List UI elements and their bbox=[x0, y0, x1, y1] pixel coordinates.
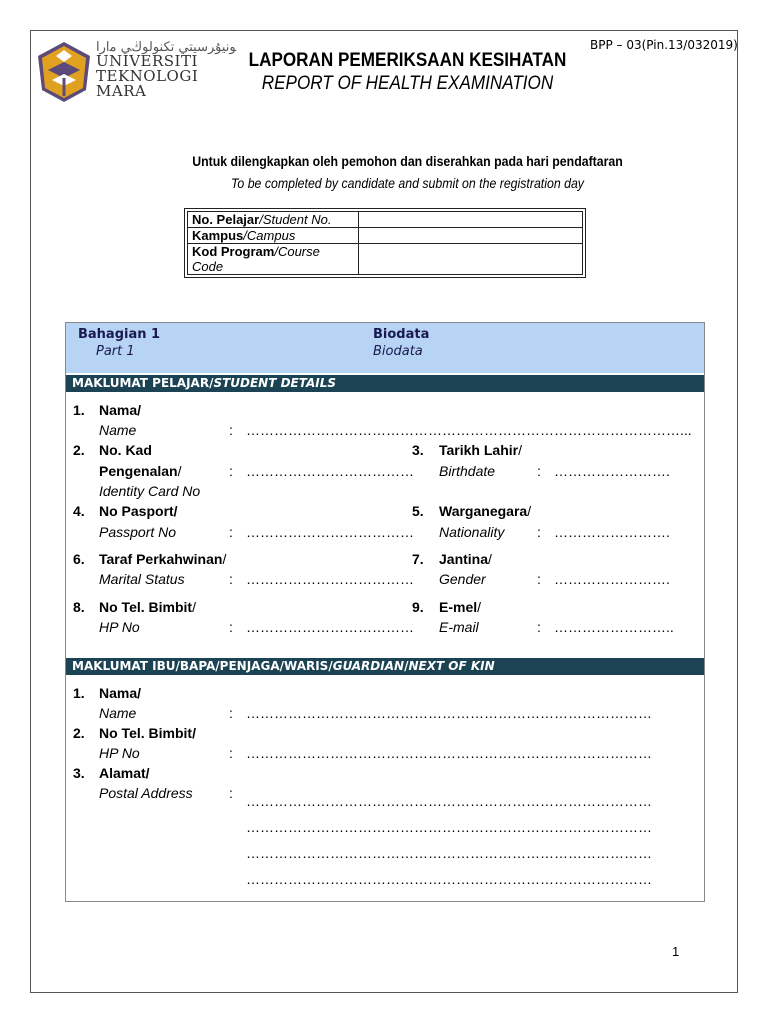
ic-label-line-1: No. Kad bbox=[99, 442, 152, 458]
guardian-name-label: Nama/ bbox=[99, 685, 142, 701]
colon: : bbox=[229, 571, 233, 587]
ic-field[interactable]: ……………………………… bbox=[246, 463, 414, 479]
table-row bbox=[188, 244, 583, 275]
field-number: 9. bbox=[412, 599, 424, 615]
instruction-english: To be completed by candidate and submit on the registration day bbox=[231, 175, 584, 191]
field-number: 4. bbox=[73, 503, 85, 519]
guardian-phone-label-english: HP No bbox=[99, 745, 140, 761]
instruction-malay: Untuk dilengkapkan oleh pemohon dan diserahkan pada hari pendaftaran bbox=[192, 153, 623, 169]
gender-label-english: Gender bbox=[439, 571, 486, 587]
colon: : bbox=[537, 524, 541, 540]
passport-label: No Pasport/ bbox=[99, 503, 178, 519]
dob-label: Tarikh Lahir/ bbox=[439, 442, 522, 458]
colon: : bbox=[229, 745, 233, 761]
campus-label: Kampus/Campus bbox=[188, 228, 359, 244]
colon: : bbox=[229, 619, 233, 635]
field-number: 2. bbox=[73, 442, 85, 458]
nationality-field[interactable]: ……………………. bbox=[554, 524, 670, 540]
dob-field[interactable]: ……………………. bbox=[554, 463, 670, 479]
email-field[interactable]: …………………….. bbox=[554, 619, 674, 635]
document-reference: BPP – 03(Pin.13/032019) bbox=[590, 38, 738, 52]
guardian-address-line-4[interactable]: …………………………………………………………………………… bbox=[246, 871, 652, 887]
colon: : bbox=[229, 463, 233, 479]
course-code-label: Kod Program/Course Code bbox=[188, 244, 359, 275]
guardian-address-label-english: Postal Address bbox=[99, 785, 193, 801]
guardian-details-heading: MAKLUMAT IBU/BAPA/PENJAGA/WARIS/GUARDIAN/NEXT OF KIN bbox=[66, 658, 704, 675]
marital-label-english: Marital Status bbox=[99, 571, 185, 587]
nationality-label-english: Nationality bbox=[439, 524, 505, 540]
part-label-english: Part 1 bbox=[96, 344, 135, 359]
table-row bbox=[188, 228, 583, 244]
colon: : bbox=[537, 619, 541, 635]
logo-line-1: UNIVERSITI bbox=[96, 52, 198, 70]
field-number: 2. bbox=[73, 725, 85, 741]
name-label-english: Name bbox=[99, 422, 137, 438]
name-label: Nama/ bbox=[99, 402, 142, 418]
nationality-label: Warganegara/ bbox=[439, 503, 532, 519]
email-label: E-mel/ bbox=[439, 599, 482, 615]
guardian-name-field[interactable]: …………………………………………………………………………… bbox=[246, 705, 652, 721]
colon: : bbox=[537, 571, 541, 587]
logo-line-3: MARA bbox=[96, 82, 147, 100]
field-number: 3. bbox=[412, 442, 424, 458]
email-label-english: E-mail bbox=[439, 619, 479, 635]
guardian-address-label: Alamat/ bbox=[99, 765, 150, 781]
marital-label: Taraf Perkahwinan/ bbox=[99, 551, 227, 567]
colon: : bbox=[229, 785, 233, 801]
marital-field[interactable]: ……………………………… bbox=[246, 571, 414, 587]
ic-label-english: Identity Card No bbox=[99, 483, 201, 499]
logo-arabic-script: ﻮﻧﻴﯘﺮﺳﻴﺘﻲ ﺗﻜﻨﻮﻟﻮڬﻲ ﻣارا bbox=[96, 40, 237, 55]
student-no-label: No. Pelajar/Student No. bbox=[188, 212, 359, 228]
field-number: 5. bbox=[412, 503, 424, 519]
gender-field[interactable]: ……………………. bbox=[554, 571, 670, 587]
logo-line-2: TEKNOLOGI bbox=[96, 67, 199, 85]
name-field[interactable]: …………………………………………………………………………………... bbox=[246, 422, 692, 438]
field-number: 7. bbox=[412, 551, 424, 567]
biodata-form bbox=[65, 322, 705, 902]
field-number: 8. bbox=[73, 599, 85, 615]
page-number: 1 bbox=[672, 944, 680, 959]
document-title-english: REPORT OF HEALTH EXAMINATION bbox=[261, 73, 554, 94]
colon: : bbox=[229, 705, 233, 721]
ic-label-line-2: Pengenalan/ bbox=[99, 463, 182, 479]
part-header bbox=[66, 323, 704, 373]
campus-field[interactable] bbox=[359, 228, 583, 244]
colon: : bbox=[229, 524, 233, 540]
part-title: Biodata bbox=[373, 327, 430, 342]
student-details-heading: MAKLUMAT PELAJAR/STUDENT DETAILS bbox=[66, 375, 704, 392]
field-number: 3. bbox=[73, 765, 85, 781]
field-number: 6. bbox=[73, 551, 85, 567]
student-no-field[interactable] bbox=[359, 212, 583, 228]
gender-label: Jantina/ bbox=[439, 551, 492, 567]
guardian-address-line-2[interactable]: …………………………………………………………………………… bbox=[246, 819, 652, 835]
guardian-address-line-3[interactable]: …………………………………………………………………………… bbox=[246, 845, 652, 861]
passport-label-english: Passport No bbox=[99, 524, 177, 540]
part-label: Bahagian 1 bbox=[78, 327, 161, 342]
guardian-name-label-english: Name bbox=[99, 705, 137, 721]
field-number: 1. bbox=[73, 402, 85, 418]
phone-label-english: HP No bbox=[99, 619, 140, 635]
colon: : bbox=[229, 422, 233, 438]
dob-label-english: Birthdate bbox=[439, 463, 496, 479]
part-title-english: Biodata bbox=[373, 344, 423, 359]
passport-field[interactable]: ……………………………… bbox=[246, 524, 414, 540]
document-title-malay: LAPORAN PEMERIKSAAN KESIHATAN bbox=[248, 50, 567, 71]
field-number: 1. bbox=[73, 685, 85, 701]
guardian-phone-label: No Tel. Bimbit/ bbox=[99, 725, 196, 741]
guardian-address-line-1[interactable]: …………………………………………………………………………… bbox=[246, 793, 652, 809]
student-id-table bbox=[184, 208, 586, 278]
course-code-field[interactable] bbox=[359, 244, 583, 275]
phone-label: No Tel. Bimbit/ bbox=[99, 599, 196, 615]
guardian-phone-field[interactable]: …………………………………………………………………………… bbox=[246, 745, 652, 761]
table-row bbox=[188, 212, 583, 228]
phone-field[interactable]: ……………………………… bbox=[246, 619, 414, 635]
colon: : bbox=[537, 463, 541, 479]
